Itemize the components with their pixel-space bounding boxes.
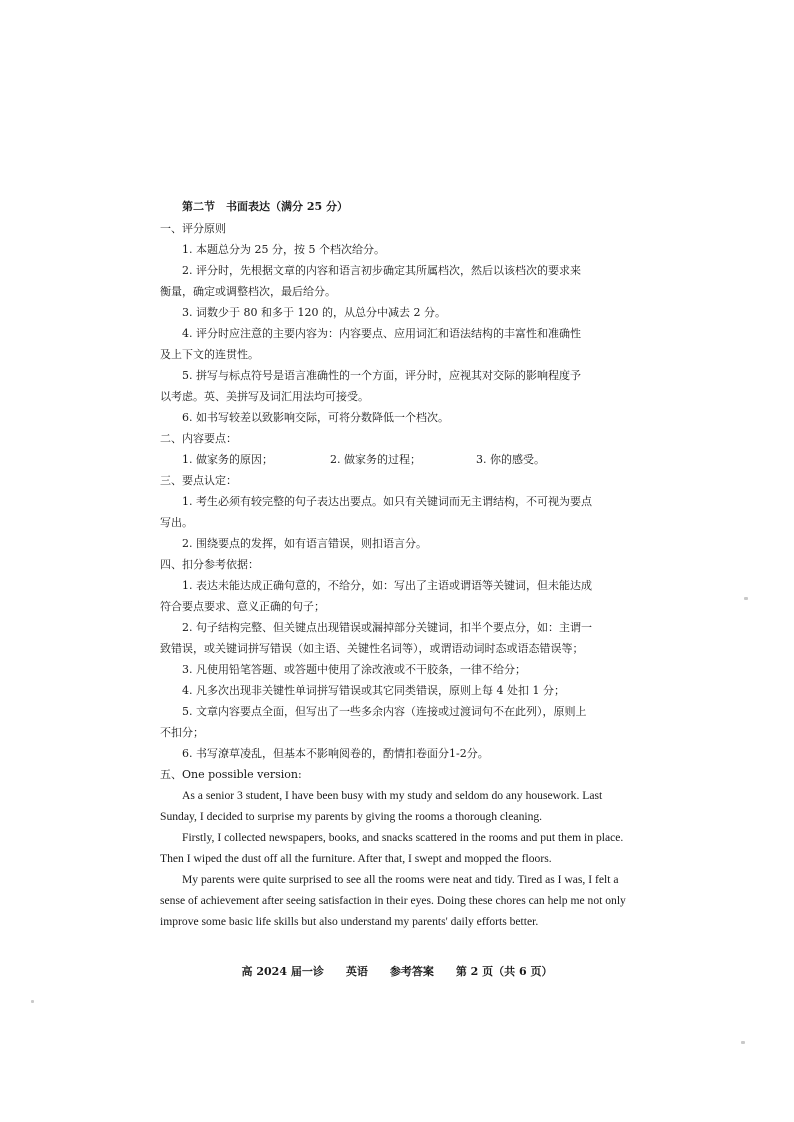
content-points — [160, 428, 660, 470]
recognition-1-line-2: 写出。 — [160, 516, 193, 529]
deduction-5-line-1: 5. 文章内容要点全面，但写出了一些多余内容（连接或过渡词句不在此列），原则上 — [182, 705, 587, 718]
deduction-5-line-2: 不扣分； — [160, 726, 204, 739]
content-point-1: 1. 做家务的原因； — [182, 453, 273, 466]
sample-line-1: As a senior 3 student, I have been busy with my study and seldom do any housework. Last — [182, 789, 603, 802]
sample-line-3: Firstly, I collected newspapers, books, and snacks scattered in the rooms and put them in place. — [182, 831, 624, 844]
principle-2-line-2: 衡量，确定或调整档次，最后给分。 — [160, 285, 336, 298]
deduction-basis — [160, 554, 660, 764]
sample-essay — [160, 764, 660, 932]
content-points-list — [160, 449, 660, 470]
deduction-3: 3. 凡使用铅笔答题、或答题中使用了涂改液或不干胶条，一律不给分； — [182, 663, 526, 676]
scoring-principles — [160, 218, 660, 428]
content-points-heading: 二、内容要点： — [160, 432, 237, 445]
principle-2-line-1: 2. 评分时，先根据文章的内容和语言初步确定其所属档次，然后以该档次的要求来 — [182, 264, 581, 277]
deduction-2-line-2: 致错误，或关键词拼写错误（如主语、关键性名词等），或谓语动词时态或语态错误等； — [160, 642, 584, 655]
sample-line-6: sense of achievement after seeing satisfaction in their eyes. Doing these chores can help me not only — [160, 894, 626, 907]
deduction-1-line-1: 1. 表达未能达成正确句意的，不给分，如：写出了主语或谓语等关键词，但未能达成 — [182, 579, 592, 592]
principle-1: 1. 本题总分为 25 分，按 5 个档次给分。 — [182, 243, 385, 256]
principle-4-line-1: 4. 评分时应注意的主要内容为：内容要点、应用词汇和语法结构的丰富性和准确性 — [182, 327, 581, 340]
content-point-2: 2. 做家务的过程； — [330, 453, 421, 466]
principle-3: 3. 词数少于 80 和多于 120 的，从总分中减去 2 分。 — [182, 306, 446, 319]
sample-heading: 五、One possible version: — [160, 768, 302, 781]
scoring-principles-heading: 一、评分原则 — [160, 222, 226, 235]
sample-line-2: Sunday, I decided to surprise my parents by giving the rooms a thorough cleaning. — [160, 810, 543, 823]
deduction-1-line-2: 符合要点要求、意义正确的句子； — [160, 600, 325, 613]
sample-line-5: My parents were quite surprised to see all the rooms were neat and tidy. Tired as I was, I felt a — [182, 873, 619, 886]
point-recognition — [160, 470, 660, 554]
deduction-2-line-1: 2. 句子结构完整、但关键点出现错误或漏掉部分关键词，扣半个要点分，如：主谓一 — [182, 621, 592, 634]
scan-speck — [31, 1000, 34, 1003]
sample-line-4: Then I wiped the dust off all the furniture. After that, I swept and mopped the floors. — [160, 852, 552, 865]
content-point-3: 3. 你的感受。 — [476, 453, 545, 466]
scan-speck — [741, 1041, 745, 1044]
deduction-4: 4. 凡多次出现非关键性单词拼写错误或其它同类错误，原则上每 4 处扣 1 分； — [182, 684, 565, 697]
recognition-2: 2. 围绕要点的发挥，如有语言错误，则扣语言分。 — [182, 537, 427, 550]
writing-section — [160, 196, 660, 932]
page-footer: 高 2024 届一诊 英语 参考答案 第 2 页（共 6 页） — [241, 965, 553, 978]
deduction-heading: 四、扣分参考依据： — [160, 558, 259, 571]
point-recognition-heading: 三、要点认定： — [160, 474, 237, 487]
scan-speck — [744, 597, 748, 600]
section-title: 第二节 书面表达（满分 25 分） — [182, 200, 348, 213]
principle-5-line-1: 5. 拼写与标点符号是语言准确性的一个方面，评分时，应视其对交际的影响程度予 — [182, 369, 581, 382]
deduction-6: 6. 书写潦草凌乱，但基本不影响阅卷的，酌情扣卷面分1-2分。 — [182, 747, 489, 760]
principle-5-line-2: 以考虑。英、美拼写及词汇用法均可接受。 — [160, 390, 369, 403]
principle-6: 6. 如书写较差以致影响交际，可将分数降低一个档次。 — [182, 411, 449, 424]
principle-4-line-2: 及上下文的连贯性。 — [160, 348, 259, 361]
recognition-1-line-1: 1. 考生必须有较完整的句子表达出要点。如只有关键词而无主谓结构，不可视为要点 — [182, 495, 592, 508]
sample-line-7: improve some basic life skills but also understand my parents' daily efforts better. — [160, 915, 539, 928]
